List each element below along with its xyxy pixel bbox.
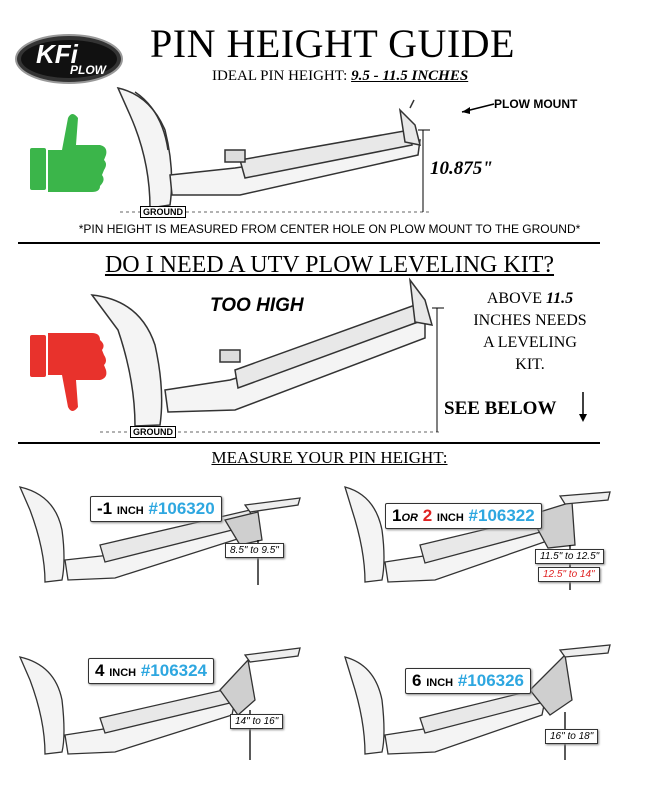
measure-heading: MEASURE YOUR PIN HEIGHT: [211, 448, 448, 467]
kit-part-number: #106322 [468, 506, 535, 525]
leveling-kit-question: DO I NEED A UTV PLOW LEVELING KIT? [104, 252, 555, 278]
kit-label-106324 [88, 658, 214, 684]
kit-range-2: 12.5" to 14" [538, 567, 600, 582]
kit-unit: INCH [109, 667, 137, 679]
above-note [455, 288, 605, 376]
kit-size: 6 [412, 671, 422, 690]
kit-part-number: #106326 [457, 671, 525, 690]
above-line-1 [455, 288, 605, 310]
above-line-4: KIT. [515, 356, 545, 373]
page-title: PIN HEIGHT GUIDE [150, 21, 515, 66]
kit-unit: INCH [436, 512, 464, 524]
top-plow-drawing [118, 88, 420, 208]
plow-mount-label: PLOW MOUNT [494, 97, 578, 111]
kit-size: -1 [97, 499, 113, 518]
kit-range: 14" to 16" [230, 714, 283, 729]
kit-part-number: #106324 [140, 661, 208, 680]
kit-part-number: #106320 [148, 499, 215, 518]
kit-label-106320 [90, 496, 222, 522]
above-line-3: A LEVELING [483, 334, 577, 351]
kit-label-106322 [385, 503, 542, 529]
too-high-label: TOO HIGH [210, 295, 304, 316]
ideal-value: 9.5 - 11.5 INCHES [351, 68, 469, 84]
ground-label-second: GROUND [130, 426, 176, 438]
thumbs-down-icon [30, 333, 106, 411]
kit-size-2: 2 [422, 506, 433, 525]
kit-unit: INCH [426, 677, 454, 689]
ideal-prefix: IDEAL PIN HEIGHT: [212, 68, 348, 84]
thumbs-up-icon [30, 114, 106, 192]
above-line-2: INCHES NEEDS [473, 312, 587, 329]
logo-sub-text: PLOW [70, 63, 106, 77]
kit-size: 4 [95, 661, 105, 680]
above-prefix: ABOVE [486, 290, 546, 307]
measurement-note: *PIN HEIGHT IS MEASURED FROM CENTER HOLE ON PLOW MOUNT TO THE GROUND* [78, 222, 581, 236]
kit-size: 1 [392, 506, 402, 525]
above-value: 11.5 [545, 290, 574, 307]
kit-range: 16" to 18" [545, 729, 598, 744]
see-below-label: SEE BELOW [444, 398, 557, 419]
ground-label-top: GROUND [140, 206, 186, 218]
kit-or: OR [401, 512, 418, 524]
logo-main-text: KFi [36, 39, 78, 69]
kit-range: 11.5" to 12.5" [535, 549, 604, 564]
kit-label-106326 [405, 668, 531, 694]
measurement-value: 10.875" [430, 158, 493, 179]
kit-unit: INCH [116, 505, 144, 517]
kit-range: 8.5" to 9.5" [225, 543, 284, 558]
